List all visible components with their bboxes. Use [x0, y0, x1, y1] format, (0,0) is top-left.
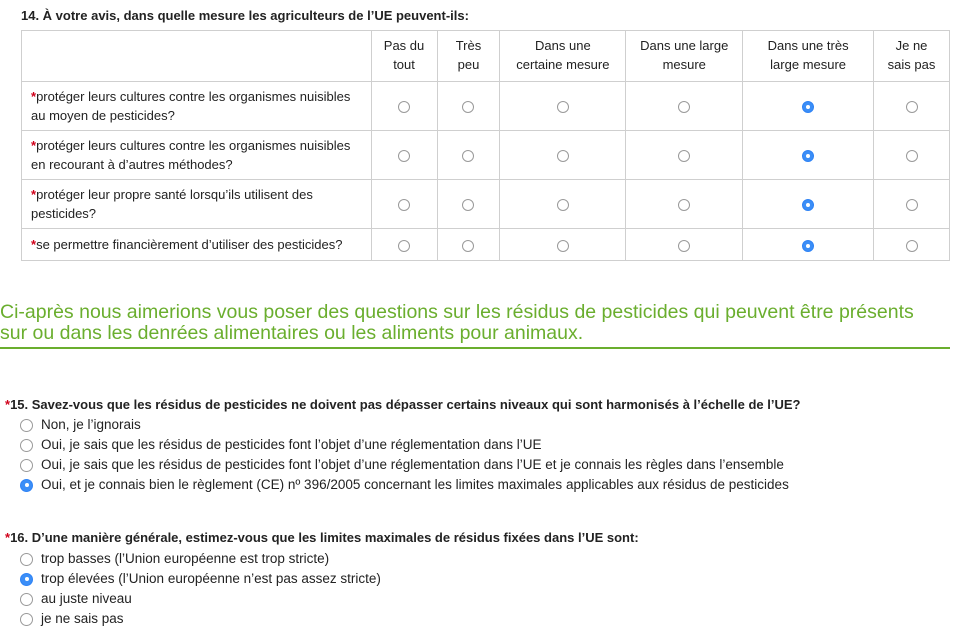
q14-cell: [874, 82, 950, 131]
radio-button[interactable]: [398, 150, 410, 162]
q14-cell: [626, 180, 743, 229]
q14-cell: [626, 131, 743, 180]
q14-row: [22, 82, 950, 131]
radio-button[interactable]: [398, 199, 410, 211]
q16-option[interactable]: [20, 569, 381, 589]
radio-selected[interactable]: [20, 573, 33, 586]
col-header-line: Dans une large: [640, 38, 729, 53]
q15-option[interactable]: [20, 415, 789, 435]
option-label: Oui, je sais que les résidus de pesticides font l’objet d’une réglementation dans l’UE et je connais les règles dans l’ensemble: [41, 457, 784, 472]
col-header-line: Dans une très: [767, 38, 849, 53]
col-header-line: mesure: [662, 57, 706, 72]
q14-cell: [874, 180, 950, 229]
radio-button[interactable]: [20, 613, 33, 626]
radio-button[interactable]: [20, 459, 33, 472]
q14-row-label: [22, 180, 372, 229]
q14-header-empty: [22, 31, 372, 82]
radio-button[interactable]: [398, 240, 410, 252]
radio-button[interactable]: [20, 553, 33, 566]
q14-col-header: [371, 31, 437, 82]
row-label-line: au moyen de pesticides?: [31, 108, 175, 123]
radio-button[interactable]: [557, 101, 569, 113]
q14-row: [22, 131, 950, 180]
q14-cell: [437, 180, 500, 229]
q14-cell: [371, 180, 437, 229]
radio-button[interactable]: [462, 199, 474, 211]
col-header-line: Je ne: [895, 38, 928, 53]
option-label: Oui, et je connais bien le règlement (CE) nº 396/2005 concernant les limites maximales applicables aux résidus de pesticides: [41, 477, 789, 492]
q14-cell: [500, 229, 626, 261]
q14-cell: [743, 180, 874, 229]
q16-option[interactable]: [20, 589, 381, 609]
section-heading-line: sur ou dans les denrées alimentaires ou les aliments pour animaux.: [0, 322, 584, 344]
radio-button[interactable]: [678, 240, 690, 252]
row-label-line: protéger leur propre santé lorsqu’ils utilisent des: [36, 187, 313, 202]
q14-row-label: [22, 82, 372, 131]
q14-cell: [626, 82, 743, 131]
q16-title: [5, 530, 639, 545]
q14-cell: [371, 131, 437, 180]
radio-button[interactable]: [557, 240, 569, 252]
q14-cell: [874, 131, 950, 180]
q15-options: [20, 415, 789, 495]
q15-option[interactable]: [20, 455, 789, 475]
radio-button[interactable]: [462, 150, 474, 162]
radio-selected[interactable]: [802, 150, 814, 162]
col-header-line: Très: [455, 38, 482, 53]
col-header-line: tout: [393, 57, 415, 72]
q14-cell: [626, 229, 743, 261]
required-marker: *: [31, 237, 37, 252]
q14-cell: [500, 82, 626, 131]
q14-cell: [437, 131, 500, 180]
q14-cell: [437, 229, 500, 261]
q14-cell: [743, 82, 874, 131]
row-label-line: pesticides?: [31, 206, 97, 221]
radio-button[interactable]: [462, 101, 474, 113]
required-marker: *: [5, 530, 11, 545]
radio-button[interactable]: [906, 240, 918, 252]
q14-cell: [500, 180, 626, 229]
option-label: au juste niveau: [41, 591, 132, 606]
q14-cell: [371, 82, 437, 131]
radio-button[interactable]: [462, 240, 474, 252]
required-marker: *: [31, 89, 37, 104]
col-header-line: large mesure: [770, 57, 847, 72]
radio-button[interactable]: [557, 150, 569, 162]
q15-option[interactable]: [20, 475, 789, 495]
required-marker: *: [31, 138, 37, 153]
q16-option[interactable]: [20, 609, 381, 629]
q15-title: [5, 397, 800, 412]
radio-button[interactable]: [20, 593, 33, 606]
q14-row-label: [22, 131, 372, 180]
section-heading: [0, 302, 950, 349]
radio-selected[interactable]: [802, 101, 814, 113]
radio-selected[interactable]: [20, 479, 33, 492]
col-header-line: Pas du: [383, 38, 425, 53]
col-header-line: Dans une: [535, 38, 591, 53]
radio-button[interactable]: [678, 101, 690, 113]
q14-col-header: [500, 31, 626, 82]
q16-options: [20, 549, 381, 629]
row-label-line: protéger leurs cultures contre les organismes nuisibles: [36, 138, 351, 153]
option-label: trop basses (l’Union européenne est trop stricte): [41, 551, 330, 566]
row-label-line: en recourant à d’autres méthodes?: [31, 157, 233, 172]
q14-matrix-table: [21, 30, 950, 261]
required-marker: *: [5, 397, 11, 412]
q14-cell: [437, 82, 500, 131]
radio-button[interactable]: [906, 199, 918, 211]
q14-col-header: [437, 31, 500, 82]
q14-cell: [743, 131, 874, 180]
q14-col-header: [626, 31, 743, 82]
radio-button[interactable]: [678, 150, 690, 162]
radio-button[interactable]: [906, 101, 918, 113]
q14-row: [22, 180, 950, 229]
section-heading-line: Ci-après nous aimerions vous poser des questions sur les résidus de pesticides qui peuvent être présents: [0, 301, 914, 323]
radio-button[interactable]: [398, 101, 410, 113]
option-label: Non, je l’ignorais: [41, 417, 141, 432]
radio-button[interactable]: [906, 150, 918, 162]
col-header-line: sais pas: [887, 57, 936, 72]
option-label: Oui, je sais que les résidus de pesticides font l’objet d’une réglementation dans l’UE: [41, 437, 542, 452]
q14-title: 14. À votre avis, dans quelle mesure les agriculteurs de l’UE peuvent-ils:: [21, 8, 469, 23]
required-marker: *: [31, 187, 37, 202]
option-label: trop élevées (l’Union européenne n’est pas assez stricte): [41, 571, 381, 586]
q16-option[interactable]: [20, 549, 381, 569]
q16-title-text: 16. D’une manière générale, estimez-vous que les limites maximales de résidus fixées dans l’UE sont:: [10, 530, 639, 545]
q14-row-label: [22, 229, 372, 261]
q14-cell: [743, 229, 874, 261]
q14-col-header: [743, 31, 874, 82]
radio-selected[interactable]: [802, 240, 814, 252]
q14-cell: [500, 131, 626, 180]
q15-title-text: 15. Savez-vous que les résidus de pesticides ne doivent pas dépasser certains niveaux qui sont harmonisés à l’échelle de l’UE?: [10, 397, 801, 412]
row-label-line: se permettre financièrement d’utiliser des pesticides?: [36, 237, 343, 252]
radio-selected[interactable]: [802, 199, 814, 211]
row-label-line: protéger leurs cultures contre les organismes nuisibles: [36, 89, 351, 104]
q14-cell: [874, 229, 950, 261]
option-label: je ne sais pas: [41, 611, 124, 626]
col-header-line: peu: [457, 57, 480, 72]
radio-button[interactable]: [20, 439, 33, 452]
radio-button[interactable]: [557, 199, 569, 211]
q14-header-row: [22, 31, 950, 82]
q14-cell: [371, 229, 437, 261]
q14-col-header: [874, 31, 950, 82]
q14-row: [22, 229, 950, 261]
q15-option[interactable]: [20, 435, 789, 455]
radio-button[interactable]: [20, 419, 33, 432]
col-header-line: certaine mesure: [516, 57, 610, 72]
radio-button[interactable]: [678, 199, 690, 211]
